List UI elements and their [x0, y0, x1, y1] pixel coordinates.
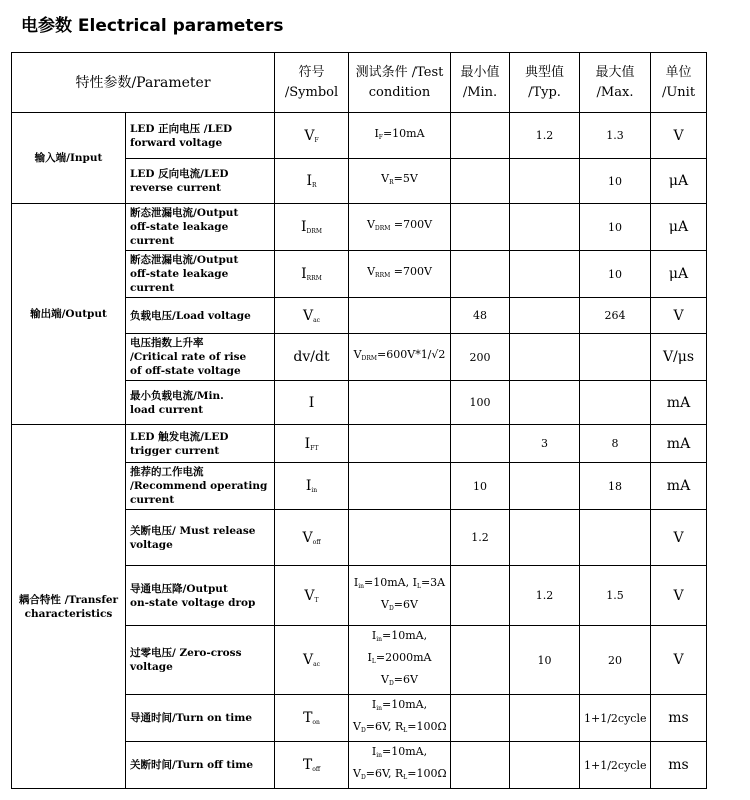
- parameter-cell: [126, 695, 275, 742]
- test-condition-line: $V_{DRM}=600V*1/√2$: [353, 348, 446, 362]
- parameter-cell: [126, 113, 275, 159]
- table-row: [12, 204, 707, 251]
- condition-subscript: D: [388, 604, 394, 612]
- parameter-label: 关断电压/ Must release voltage: [130, 524, 256, 551]
- unit-value: μA: [668, 219, 689, 235]
- parameter-cell: [126, 463, 275, 510]
- max-value: 264: [604, 309, 626, 322]
- condition-subscript: R: [389, 179, 394, 186]
- max-value: 1+1/2cycle: [584, 758, 647, 772]
- parameter-cell: [126, 742, 275, 789]
- symbol-cell: [275, 463, 349, 510]
- test-condition-line: $V_R=5V$: [381, 172, 418, 186]
- unit-cell: [651, 204, 707, 251]
- typ-cell: [510, 298, 580, 334]
- condition-subscript: L: [403, 774, 408, 781]
- min-cell: [451, 381, 510, 425]
- page-title: 电参数 Electrical parameters: [21, 16, 284, 36]
- test-condition-cell: [349, 298, 451, 334]
- parameter-label: 过零电压/ Zero-cross voltage: [130, 647, 242, 673]
- typ-cell: [510, 251, 580, 298]
- symbol-subscript: ac: [313, 661, 321, 668]
- min-value: 1.2: [471, 531, 489, 544]
- group-output: [12, 204, 126, 425]
- unit-cell: [651, 463, 707, 510]
- unit-value: V: [673, 587, 684, 604]
- max-cell: [580, 159, 651, 204]
- condition-subscript: DRM: [361, 355, 378, 362]
- max-cell: [580, 425, 651, 463]
- min-cell: [451, 463, 510, 510]
- parameter-cell: [126, 298, 275, 334]
- symbol-text: I: [305, 478, 312, 494]
- parameter-label: 断态泄漏电流/Output off-state leakage current: [130, 254, 239, 294]
- unit-cell: [651, 334, 707, 381]
- unit-value: ms: [668, 757, 689, 773]
- parameter-label: 导通时间/Turn on time: [130, 712, 253, 724]
- test-condition-line: $V_{DRM} =700V$: [366, 218, 433, 232]
- min-cell: [451, 566, 510, 626]
- parameter-label: LED 反向电流/LED reverse current: [130, 168, 229, 194]
- symbol-cell: [275, 159, 349, 204]
- unit-value: mA: [666, 435, 691, 452]
- min-cell: [451, 298, 510, 334]
- test-condition-cell: [349, 381, 451, 425]
- parameter-label: 最小负载电流/Min. load current: [130, 389, 224, 416]
- unit-cell: [651, 159, 707, 204]
- typ-value: 3: [541, 437, 548, 450]
- test-condition-line: $V_D=6V$, $R_L=100\Omega$: [353, 720, 447, 734]
- max-value: 1.3: [606, 129, 624, 142]
- symbol-text: I: [306, 173, 312, 189]
- group-label: 输入端/Input: [34, 152, 103, 164]
- unit-cell: [651, 566, 707, 626]
- symbol-subscript: FT: [310, 444, 319, 452]
- typ-value: 1.2: [535, 129, 554, 142]
- parameter-cell: [126, 204, 275, 251]
- symbol-subscript: RRM: [306, 275, 322, 282]
- min-cell: [451, 695, 510, 742]
- symbol-cell: [275, 566, 349, 626]
- header-unit: 单位 /Unit: [651, 53, 707, 113]
- max-cell: [580, 113, 651, 159]
- symbol-subscript: T: [314, 596, 319, 604]
- parameter-cell: [126, 334, 275, 381]
- symbol-subscript: F: [314, 136, 319, 144]
- max-cell: [580, 695, 651, 742]
- unit-value: ms: [668, 710, 689, 726]
- parameter-cell: [126, 425, 275, 463]
- test-condition-cell: [349, 113, 451, 159]
- max-value: 18: [608, 479, 622, 493]
- symbol-subscript: off: [312, 538, 321, 546]
- typ-cell: [510, 626, 580, 695]
- unit-cell: [651, 381, 707, 425]
- symbol-text: T: [303, 710, 313, 726]
- max-cell: [580, 463, 651, 510]
- test-condition-line: $V_D=6V$, $R_L=100\Omega$: [353, 767, 447, 781]
- unit-value: V: [673, 529, 684, 546]
- max-cell: [580, 251, 651, 298]
- symbol-cell: [275, 626, 349, 695]
- group-label: 耦合特性 /Transfer characteristics: [18, 593, 119, 620]
- test-condition-line: $I_L=2000mA$: [367, 651, 432, 665]
- test-condition-cell: [349, 425, 451, 463]
- table-row: [12, 113, 707, 159]
- condition-subscript: DRM: [374, 225, 391, 232]
- symbol-text: V: [302, 307, 314, 324]
- header-row: [12, 53, 707, 113]
- typ-cell: [510, 566, 580, 626]
- condition-subscript: RRM: [375, 272, 391, 279]
- min-cell: [451, 251, 510, 298]
- parameter-label: 推荐的工作电流 /Recommend operating current: [130, 466, 268, 506]
- symbol-subscript: on: [312, 719, 320, 726]
- typ-cell: [510, 113, 580, 159]
- parameter-cell: [126, 510, 275, 566]
- max-value: 8: [611, 437, 619, 450]
- symbol-text: I: [301, 266, 307, 282]
- max-cell: [580, 298, 651, 334]
- parameter-label: 导通电压降/Output on-state voltage drop: [130, 582, 256, 609]
- condition-subscript: L: [403, 727, 408, 734]
- unit-value: V/μs: [662, 349, 695, 365]
- test-condition-cell: [349, 204, 451, 251]
- group-input: [12, 113, 126, 204]
- symbol-cell: [275, 204, 349, 251]
- header-test-condition: 测试条件 /Test condition: [349, 53, 451, 113]
- test-condition-cell: [349, 626, 451, 695]
- max-value: 10: [608, 220, 622, 234]
- test-condition-line: $I_F=10mA$: [374, 126, 425, 141]
- parameter-label: 负载电压/Load voltage: [130, 309, 251, 322]
- unit-value: μA: [668, 173, 689, 189]
- symbol-text: V: [304, 587, 315, 604]
- symbol-cell: [275, 510, 349, 566]
- condition-subscript: F: [378, 133, 383, 141]
- test-condition-cell: [349, 159, 451, 204]
- unit-cell: [651, 113, 707, 159]
- symbol-cell: [275, 695, 349, 742]
- symbol-cell: [275, 251, 349, 298]
- unit-cell: [651, 510, 707, 566]
- header-symbol: 符号 /Symbol: [275, 53, 349, 113]
- test-condition-line: $I_{in}=10mA$, $I_L=3A$: [353, 575, 446, 590]
- typ-cell: [510, 510, 580, 566]
- condition-subscript: D: [360, 727, 366, 734]
- condition-subscript: in: [358, 582, 365, 590]
- test-condition-line: $I_{in}=10mA$,: [371, 698, 428, 712]
- unit-value: mA: [666, 478, 691, 494]
- symbol-cell: [275, 742, 349, 789]
- parameter-label: 断态泄漏电流/Output off-state leakage current: [130, 207, 239, 247]
- min-cell: [451, 742, 510, 789]
- symbol-cell: [275, 425, 349, 463]
- test-condition-line: $I_{in}=10mA$,: [371, 745, 428, 759]
- test-condition-line: $V_D=6V$: [381, 597, 418, 612]
- test-condition-line: $V_{RRM} =700V$: [367, 265, 432, 279]
- parameter-cell: [126, 159, 275, 204]
- min-value: 200: [469, 350, 491, 364]
- symbol-text: I: [304, 435, 311, 452]
- max-value: 10: [608, 267, 622, 281]
- test-condition-line: $I_{in}=10mA$,: [371, 629, 428, 643]
- unit-value: V: [673, 307, 684, 324]
- min-cell: [451, 204, 510, 251]
- test-condition-cell: [349, 695, 451, 742]
- test-condition-cell: [349, 510, 451, 566]
- unit-value: V: [673, 652, 684, 668]
- test-condition-line: $V_D=6V$: [381, 673, 418, 687]
- test-condition-cell: [349, 566, 451, 626]
- max-cell: [580, 626, 651, 695]
- header-max: 最大值 /Max.: [580, 53, 651, 113]
- min-value: 10: [473, 479, 487, 493]
- unit-value: mA: [666, 394, 691, 411]
- max-value: 1+1/2cycle: [584, 711, 647, 725]
- min-cell: [451, 334, 510, 381]
- typ-cell: [510, 204, 580, 251]
- min-value: 48: [473, 309, 487, 322]
- test-condition-cell: [349, 463, 451, 510]
- symbol-subscript: DRM: [306, 228, 322, 235]
- condition-subscript: L: [416, 582, 421, 590]
- unit-cell: [651, 695, 707, 742]
- condition-subscript: D: [360, 774, 366, 781]
- group-transfer: [12, 425, 126, 789]
- parameter-label: 关断时间/Turn off time: [130, 759, 254, 771]
- typ-value: 1.2: [535, 589, 554, 602]
- parameter-cell: [126, 381, 275, 425]
- typ-cell: [510, 463, 580, 510]
- test-condition-cell: [349, 251, 451, 298]
- typ-cell: [510, 695, 580, 742]
- max-value: 1.5: [606, 589, 624, 602]
- symbol-text: I: [300, 219, 307, 235]
- symbol-text: V: [302, 652, 314, 668]
- symbol-subscript: in: [311, 487, 318, 494]
- parameter-cell: [126, 626, 275, 695]
- symbol-text: T: [302, 757, 313, 773]
- symbol-cell: [275, 381, 349, 425]
- unit-value: V: [673, 127, 684, 144]
- symbol-cell: [275, 334, 349, 381]
- parameter-label: LED 触发电流/LED trigger current: [130, 430, 229, 457]
- group-label: 输出端/Output: [30, 308, 107, 320]
- typ-cell: [510, 742, 580, 789]
- symbol-text: V: [302, 529, 313, 546]
- unit-cell: [651, 251, 707, 298]
- test-condition-cell: [349, 742, 451, 789]
- typ-cell: [510, 159, 580, 204]
- condition-subscript: L: [371, 658, 376, 665]
- typ-cell: [510, 425, 580, 463]
- min-value: 100: [469, 396, 491, 409]
- max-cell: [580, 566, 651, 626]
- unit-cell: [651, 742, 707, 789]
- min-cell: [451, 425, 510, 463]
- condition-subscript: D: [388, 680, 394, 687]
- symbol-subscript: ac: [313, 316, 321, 324]
- symbol-cell: [275, 113, 349, 159]
- parameter-label: 电压指数上升率 /Critical rate of rise of off-state voltage: [130, 337, 247, 377]
- typ-cell: [510, 381, 580, 425]
- max-value: 10: [608, 174, 622, 188]
- symbol-subscript: R: [312, 182, 317, 189]
- min-cell: [451, 626, 510, 695]
- unit-cell: [651, 626, 707, 695]
- table-row: [12, 425, 707, 463]
- unit-cell: [651, 425, 707, 463]
- condition-subscript: in: [376, 636, 383, 643]
- unit-value: μA: [668, 266, 689, 282]
- max-cell: [580, 204, 651, 251]
- condition-subscript: in: [376, 752, 383, 759]
- min-cell: [451, 510, 510, 566]
- max-value: 20: [608, 653, 622, 667]
- symbol-text: I: [308, 394, 315, 411]
- max-cell: [580, 381, 651, 425]
- header-typ: 典型值 /Typ.: [510, 53, 580, 113]
- max-cell: [580, 334, 651, 381]
- typ-cell: [510, 334, 580, 381]
- symbol-subscript: off: [312, 766, 321, 773]
- min-cell: [451, 113, 510, 159]
- symbol-text: V: [304, 127, 315, 144]
- electrical-parameters-table: [11, 52, 707, 789]
- parameter-cell: [126, 566, 275, 626]
- symbol-text: dv/dt: [293, 349, 330, 365]
- max-cell: [580, 510, 651, 566]
- max-cell: [580, 742, 651, 789]
- symbol-cell: [275, 298, 349, 334]
- parameter-label: LED 正向电压 /LED forward voltage: [130, 122, 233, 149]
- unit-cell: [651, 298, 707, 334]
- header-parameter: 特性参数/Parameter: [12, 53, 275, 113]
- test-condition-cell: [349, 334, 451, 381]
- min-cell: [451, 159, 510, 204]
- condition-subscript: in: [376, 705, 383, 712]
- header-min: 最小值 /Min.: [451, 53, 510, 113]
- parameter-cell: [126, 251, 275, 298]
- typ-value: 10: [537, 653, 552, 667]
